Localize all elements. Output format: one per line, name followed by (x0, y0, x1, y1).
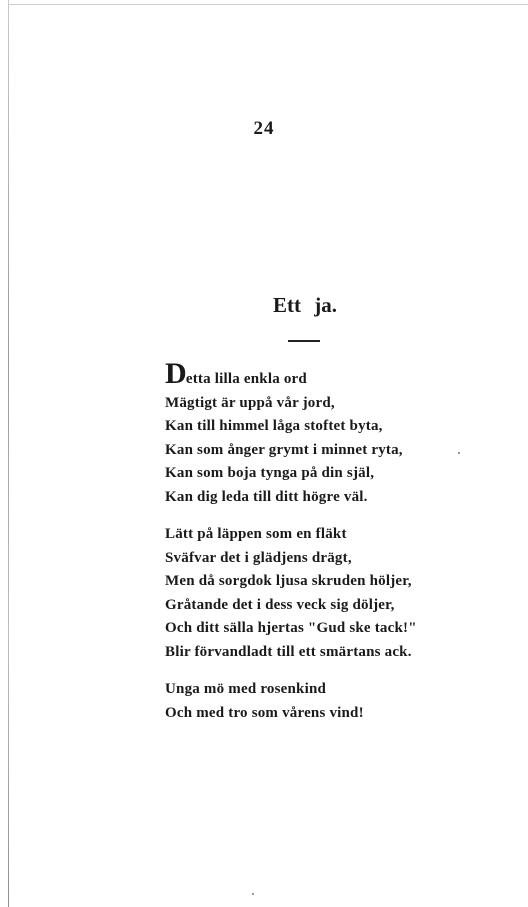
poem-line: Kan till himmel låga stoftet byta, (165, 418, 383, 434)
poem-line: Mägtigt är uppå vår jord, (165, 394, 335, 411)
poem-line: Och med tro som vårens vind! (165, 704, 364, 721)
poem-line: Sväfvar det i glädjens drägt, (165, 549, 352, 566)
poem-line: Kan som boja tynga på din själ, (165, 465, 375, 481)
poem-line: Men då sorgdok ljusa skruden höljer, (165, 573, 412, 589)
poem-line: Unga mö med rosenkind (165, 681, 327, 697)
page-edge-top (8, 4, 528, 5)
stanza-1 (165, 357, 505, 509)
poem-body (165, 357, 505, 739)
poem-line-text: etta lilla enkla ord (185, 371, 307, 387)
poem-title: Ett ja. (273, 293, 337, 317)
print-speck (252, 893, 254, 895)
poem-line: Kan som ånger grymt i minnet ryta, (165, 441, 403, 458)
stanza-3 (165, 678, 505, 725)
drop-cap: D (165, 357, 187, 390)
poem-line (165, 357, 505, 392)
poem-line: Och ditt sälla hjertas "Gud ske tack!" (165, 620, 417, 636)
stanza-2 (165, 523, 505, 664)
title-rule (288, 340, 320, 342)
poem-line: Blir förvandladt till ett smärtans ack. (165, 643, 412, 660)
poem-line: Kan dig leda till ditt högre väl. (165, 488, 368, 505)
print-speck (458, 452, 460, 454)
poem-line: Gråtande det i dess veck sig döljer, (165, 596, 395, 613)
poem-line: Lätt på läppen som en fläkt (165, 526, 347, 542)
page-number: 24 (253, 118, 275, 139)
